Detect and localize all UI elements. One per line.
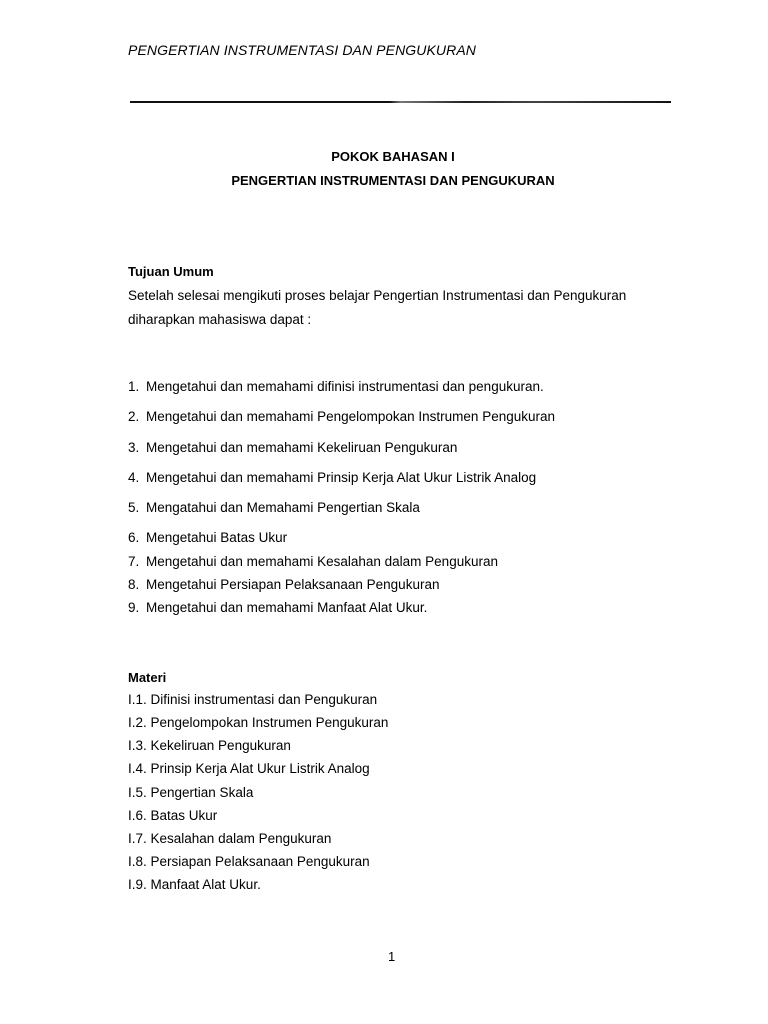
objective-text: Mengetahui Persiapan Pelaksanaan Pengukuran [146,577,440,592]
materi-item: I.5. Pengertian Skala [128,785,254,800]
objective-number: 7. [128,554,140,569]
objective-item [128,530,287,545]
tujuan-intro-line-2: diharapkan mahasiswa dapat : [128,312,312,327]
objective-number: 8. [128,577,140,592]
materi-item: I.7. Kesalahan dalam Pengukuran [128,831,332,846]
materi-item: I.8. Persiapan Pelaksanaan Pengukuran [128,854,370,869]
objective-text: Mengetahui dan memahami Prinsip Kerja Alat Ukur Listrik Analog [146,470,537,485]
page-number: 1 [388,949,396,964]
objective-number: 4. [128,470,140,485]
materi-item: I.9. Manfaat Alat Ukur. [128,877,261,892]
materi-item: I.1. Difinisi instrumentasi dan Pengukuran [128,692,378,707]
objective-item [128,577,439,592]
tujuan-umum-heading: Tujuan Umum [128,264,214,279]
objective-item [128,440,457,455]
materi-item: I.4. Prinsip Kerja Alat Ukur Listrik Analog [128,761,370,776]
objective-number: 9. [128,600,140,615]
objective-number: 6. [128,530,140,545]
objective-number: 1. [128,379,140,394]
objective-text: Mengatahui dan Memahami Pengertian Skala [146,500,420,515]
objective-item [128,379,544,394]
tujuan-intro-line-1: Setelah selesai mengikuti proses belajar Pengertian Instrumentasi dan Pengukuran [128,288,627,303]
objective-text: Mengetahui dan memahami difinisi instrumentasi dan pengukuran. [146,379,544,394]
objective-item [128,500,420,515]
objective-number: 3. [128,440,140,455]
objective-item [128,470,536,485]
objective-item [128,554,498,569]
objective-text: Mengetahui Batas Ukur [146,530,288,545]
materi-heading: Materi [128,670,167,685]
materi-item: I.3. Kekeliruan Pengukuran [128,738,291,753]
objective-item [128,409,555,424]
objective-text: Mengetahui dan memahami Manfaat Alat Ukur. [146,600,428,615]
objective-number: 5. [128,500,140,515]
objective-text: Mengetahui dan memahami Kesalahan dalam Pengukuran [146,554,498,569]
objective-text: Mengetahui dan memahami Pengelompokan Instrumen Pengukuran [146,409,556,424]
chapter-label: POKOK BAHASAN I [331,149,455,164]
materi-item: I.6. Batas Ukur [128,808,218,823]
chapter-title: PENGERTIAN INSTRUMENTASI DAN PENGUKURAN [231,173,555,188]
materi-item: I.2. Pengelompokan Instrumen Pengukuran [128,715,389,730]
header-rule [130,101,671,103]
objective-number: 2. [128,409,140,424]
objective-item [128,600,427,615]
running-header: PENGERTIAN INSTRUMENTASI DAN PENGUKURAN [128,42,476,58]
objective-text: Mengetahui dan memahami Kekeliruan Pengukuran [146,440,458,455]
